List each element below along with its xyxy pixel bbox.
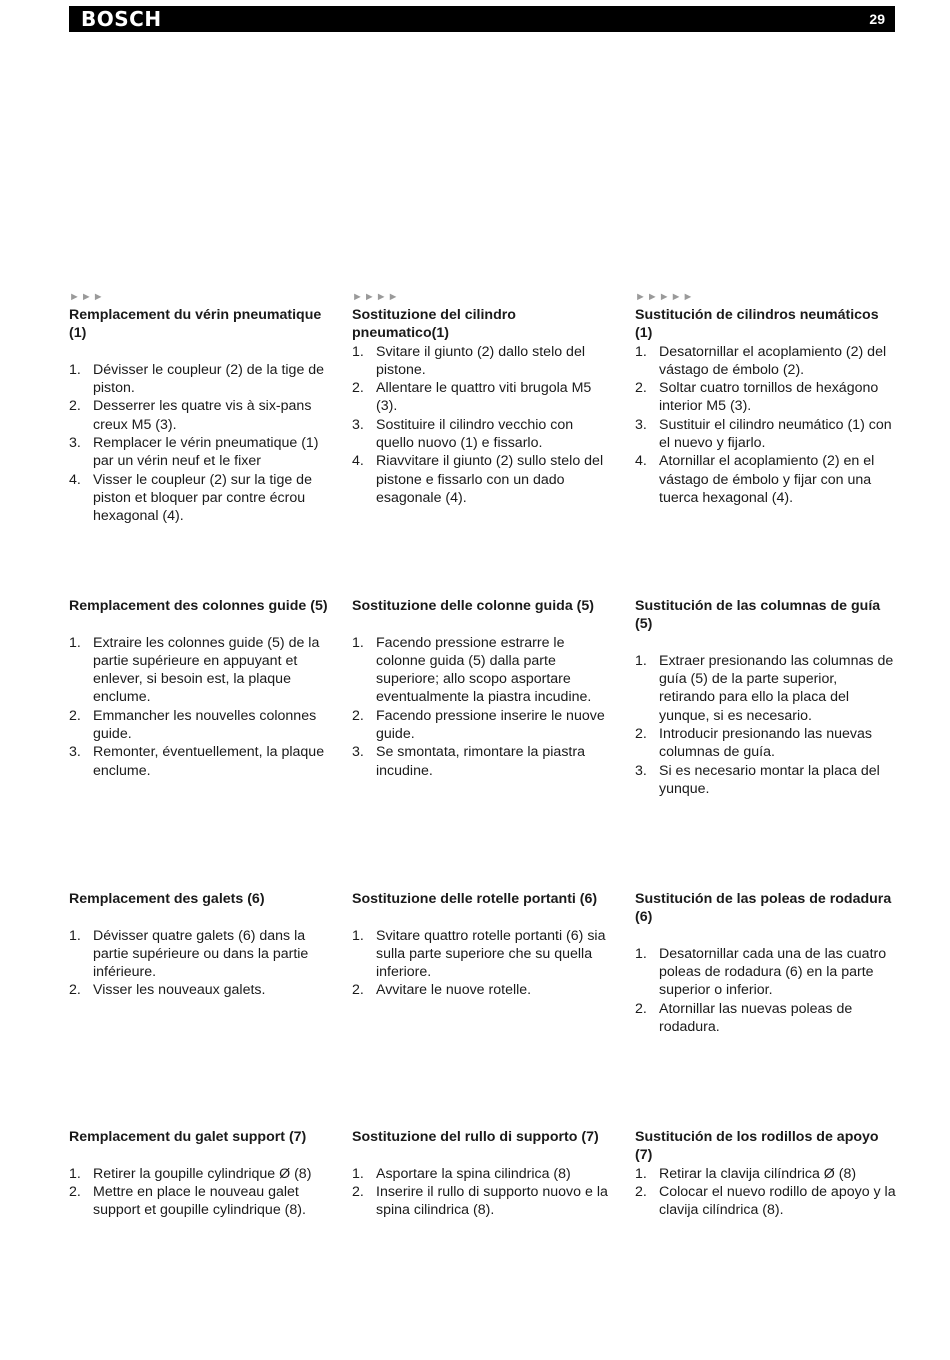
section-heading: Sostituzione del rullo di supporto (7) [352, 1129, 599, 1145]
step-number: 2. [635, 1183, 647, 1200]
step-number: 2. [352, 380, 364, 397]
step-item [635, 652, 897, 725]
step-text: Sostituire il cilindro vecchio con quello nuovo (1) e fissarlo. [376, 416, 574, 452]
step-text: Facendo pressione inserire le nuove guide. [376, 707, 605, 743]
steps-list [69, 1165, 331, 1220]
step-number: 3. [352, 416, 364, 433]
step-number: 1. [635, 652, 647, 669]
step-text: Visser les nouveaux galets. [93, 982, 266, 999]
step-number: 2. [635, 380, 647, 397]
steps-list [635, 343, 897, 508]
arrow-marker-icon: ►►►► [352, 291, 400, 303]
section-heading: Remplacement des colonnes guide (5) [69, 598, 328, 614]
step-number: 1. [352, 634, 364, 651]
step-number: 3. [635, 416, 647, 433]
step-number: 2. [635, 1000, 647, 1017]
section-heading: Remplacement du vérin pneumatique (1) [69, 307, 322, 342]
section-heading: Remplacement des galets (6) [69, 891, 265, 907]
step-text: Dévisser le coupleur (2) de la tige de piston. [93, 361, 325, 397]
step-number: 1. [352, 343, 364, 360]
step-text: Desserrer les quatre vis à six-pans creux M5 (3). [93, 398, 312, 433]
step-text: Extraire les colonnes guide (5) de la partie supérieure en appuyant et enlever, si besoin est, la plaque enclume. [93, 634, 320, 706]
step-text: Visser le coupleur (2) sur la tige de piston et bloquer par contre écrou hexagonal (4). [93, 471, 312, 525]
step-number: 2. [69, 398, 81, 415]
section-heading: Sustitución de las columnas de guía (5) [635, 598, 881, 633]
steps-list [635, 652, 897, 798]
section-1-it [352, 288, 614, 507]
section-1-fr [69, 288, 331, 526]
step-text: Emmancher les nouvelles colonnes guide. [93, 707, 317, 743]
step-item [69, 707, 331, 744]
steps-list [352, 634, 614, 780]
steps-list [635, 1165, 897, 1220]
step-item [69, 743, 331, 780]
step-number: 1. [352, 1165, 364, 1182]
step-item [352, 416, 614, 453]
step-number: 1. [352, 927, 364, 944]
step-text: Se smontata, rimontare la piastra incudine. [376, 744, 585, 779]
section-heading: Sustitución de cilindros neumáticos (1) [635, 307, 879, 342]
page-number: 29 [869, 11, 885, 27]
step-number: 4. [352, 453, 364, 470]
step-number: 3. [352, 744, 364, 761]
step-item [352, 981, 614, 999]
step-item [352, 343, 614, 380]
step-text: Svitare il giunto (2) dallo stelo del pistone. [376, 343, 585, 378]
step-item [635, 945, 897, 1000]
step-item [352, 927, 614, 982]
step-text: Mettre en place le nouveau galet support et goupille cylindrique (8). [93, 1183, 306, 1219]
step-item [352, 1183, 614, 1220]
section-3-fr [69, 890, 331, 1000]
step-number: 1. [635, 945, 647, 962]
section-heading: Sostituzione delle colonne guida (5) [352, 598, 594, 614]
step-item [635, 725, 897, 762]
section-heading: Sustitución de las poleas de rodadura (6) [635, 891, 892, 926]
section-1-es [635, 288, 897, 507]
section-2-fr [69, 597, 331, 780]
step-item [635, 1183, 897, 1220]
section-3-es [635, 890, 897, 1036]
step-text: Riavvitare il giunto (2) sullo stelo del pistone e fissarlo con un dado esagonale (4). [376, 453, 604, 506]
brand-logo: BOSCH [81, 7, 162, 31]
step-item [352, 634, 614, 707]
step-item [69, 471, 331, 526]
step-number: 2. [69, 707, 81, 724]
step-item [69, 397, 331, 434]
steps-list [352, 343, 614, 508]
step-text: Desatornillar el acoplamiento (2) del vástago de émbolo (2). [659, 343, 887, 378]
step-number: 2. [352, 982, 364, 999]
section-2-es [635, 597, 897, 798]
arrow-marker-icon: ►►►►► [635, 291, 695, 303]
header-bar [69, 6, 895, 32]
section-3-it [352, 890, 614, 1000]
step-item [352, 379, 614, 416]
step-number: 1. [69, 634, 81, 651]
step-number: 4. [635, 453, 647, 470]
step-item [69, 927, 331, 982]
step-number: 2. [352, 707, 364, 724]
step-text: Inserire il rullo di supporto nuovo e la spina cilindrica (8). [376, 1183, 608, 1219]
step-text: Atornillar las nuevas poleas de rodadura. [659, 1000, 853, 1036]
step-text: Remplacer le vérin pneumatique (1) par un vérin neuf et le fixer [93, 435, 319, 470]
step-number: 1. [635, 343, 647, 360]
step-number: 2. [635, 726, 647, 743]
step-number: 2. [69, 982, 81, 999]
step-item [635, 343, 897, 380]
step-item [635, 1000, 897, 1037]
steps-list [635, 945, 897, 1036]
section-heading: Sostituzione delle rotelle portanti (6) [352, 891, 598, 907]
step-text: Remonter, éventuellement, la plaque enclume. [93, 744, 325, 779]
steps-list [352, 927, 614, 1000]
step-text: Avvitare le nuove rotelle. [376, 982, 532, 999]
step-text: Desatornillar cada una de las cuatro poleas de rodadura (6) en la parte superior o inferior. [659, 945, 887, 999]
step-item [635, 452, 897, 507]
step-text: Facendo pressione estrarre le colonne guida (5) dalla parte superiore; allo scopo asportare eventualmente la piastra incudine. [376, 634, 592, 706]
section-4-es [635, 1128, 897, 1219]
section-4-it [352, 1128, 614, 1219]
steps-list [352, 1165, 614, 1220]
step-item [635, 379, 897, 416]
step-item [69, 634, 331, 707]
steps-list [69, 361, 331, 526]
section-4-fr [69, 1128, 331, 1219]
step-text: Asportare la spina cilindrica (8) [376, 1165, 571, 1182]
step-item [352, 743, 614, 780]
step-number: 1. [69, 1165, 81, 1182]
step-item [635, 1165, 897, 1183]
step-text: Atornillar el acoplamiento (2) en el vástago de émbolo y fijar con una tuerca hexagonal (4). [659, 453, 875, 506]
step-text: Retirar la clavija cilíndrica Ø (8) [659, 1165, 857, 1182]
step-text: Colocar el nuevo rodillo de apoyo y la clavija cilíndrica (8). [659, 1183, 896, 1219]
step-text: Si es necesario montar la placa del yunque. [659, 762, 880, 797]
step-number: 3. [635, 762, 647, 779]
section-heading: Remplacement du galet support (7) [69, 1129, 307, 1145]
step-text: Allentare le quattro viti brugola M5 (3). [376, 380, 592, 415]
step-number: 3. [69, 435, 81, 452]
section-heading: Sostituzione del cilindro pneumatico(1) [352, 307, 516, 342]
step-text: Soltar cuatro tornillos de hexágono interior M5 (3). [659, 380, 879, 415]
arrow-marker-icon: ►►► [69, 291, 105, 303]
step-number: 2. [69, 1183, 81, 1200]
step-text: Introducir presionando las nuevas columnas de guía. [659, 726, 872, 761]
step-number: 1. [69, 927, 81, 944]
step-text: Sustituir el cilindro neumático (1) con el nuevo y fijarlo. [659, 416, 892, 452]
steps-list [69, 634, 331, 780]
step-item [635, 416, 897, 453]
step-text: Svitare quattro rotelle portanti (6) sia sulla parte superiore che su quella inferiore. [376, 927, 606, 981]
section-heading: Sustitución de los rodillos de apoyo (7) [635, 1129, 879, 1164]
step-item [352, 707, 614, 744]
step-text: Retirer la goupille cylindrique Ø (8) [93, 1165, 312, 1182]
step-item [69, 1183, 331, 1220]
step-number: 3. [69, 744, 81, 761]
step-item [69, 434, 331, 471]
step-number: 1. [69, 361, 81, 378]
step-text: Dévisser quatre galets (6) dans la partie supérieure ou dans la partie inférieure. [93, 927, 309, 981]
step-number: 2. [352, 1183, 364, 1200]
step-number: 4. [69, 471, 81, 488]
step-item [352, 452, 614, 507]
step-item [69, 981, 331, 999]
step-text: Extraer presionando las columnas de guía (5) de la parte superior, retirando para ello la placa del yunque, si es necesario. [659, 652, 894, 724]
step-item [635, 762, 897, 799]
step-number: 1. [635, 1165, 647, 1182]
step-item [69, 1165, 331, 1183]
section-2-it [352, 597, 614, 780]
step-item [69, 361, 331, 398]
step-item [352, 1165, 614, 1183]
steps-list [69, 927, 331, 1000]
